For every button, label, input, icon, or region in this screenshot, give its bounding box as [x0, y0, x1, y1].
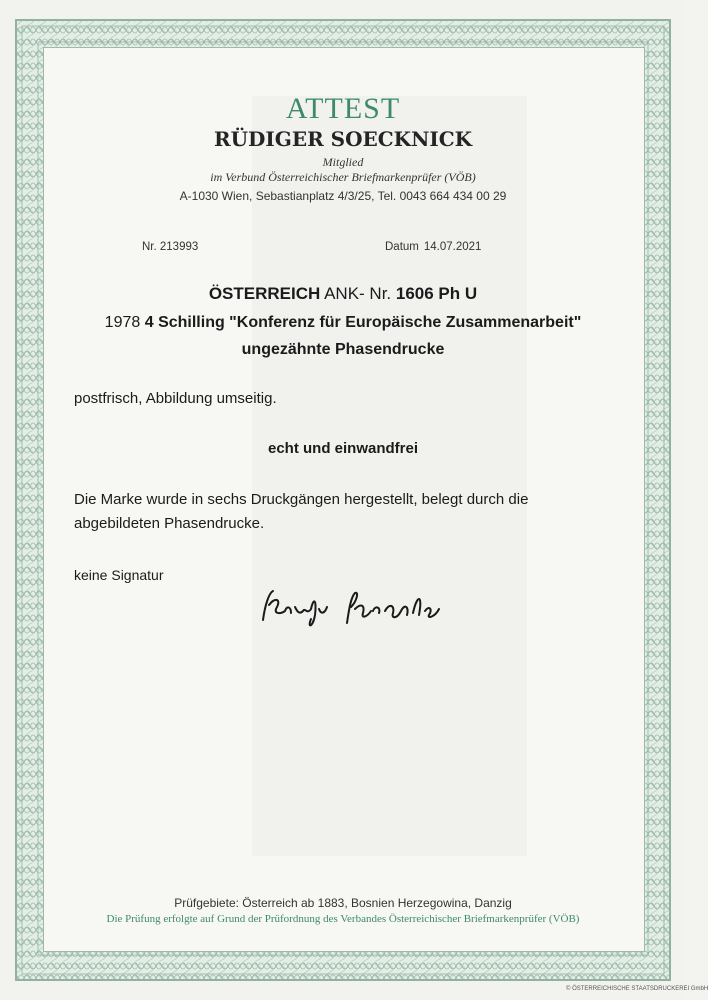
catalog-number: 1606 Ph U	[395, 284, 478, 303]
stamp-variant: ungezähnte Phasendrucke	[241, 341, 445, 358]
date-label: Datum	[385, 241, 419, 253]
certificate-title: ATTEST	[285, 92, 401, 125]
catalog-label: ANK- Nr.	[324, 284, 392, 303]
stamp-year: 1978	[104, 314, 141, 331]
examination-rules: Die Prüfung erfolgte auf Grund der Prüfordnung des Verbandes Österreichischer Briefmarkenprüfer (VÖB)	[106, 913, 580, 925]
examination-areas: Prüfgebiete: Österreich ab 1883, Bosnien Herzegowina, Danzig	[174, 896, 512, 910]
stamp-identification	[0, 284, 686, 304]
signature-note: keine Signatur	[74, 567, 164, 583]
watermark-emblem	[252, 96, 527, 856]
certificate-number: Nr. 213993	[142, 241, 199, 253]
date-value: 14.07.2021	[423, 241, 482, 253]
certificate-date	[385, 241, 481, 253]
stamp-description: 4 Schilling "Konferenz für Europäische Zusammenarbeit"	[144, 314, 582, 331]
stamp-description-line	[0, 314, 686, 332]
association-line: im Verbund Österreichischer Briefmarkenprüfer (VÖB)	[210, 170, 476, 184]
verdict: echt und einwandfrei	[267, 440, 418, 457]
printer-imprint: © ÖSTERREICHISCHE STAATSDRUCKEREI GmbH	[566, 986, 708, 992]
handwritten-signature	[255, 585, 465, 635]
stamp-condition: postfrisch, Abbildung umseitig.	[74, 390, 277, 407]
member-label: Mitglied	[322, 155, 364, 169]
examiner-name: RÜDIGER SOECKNICK	[213, 127, 473, 151]
stamp-country: ÖSTERREICH	[208, 284, 321, 303]
remark-text: Die Marke wurde in sechs Druckgängen hergestellt, belegt durch die abgebildeten Phasendrucke.	[74, 491, 529, 532]
examiner-address: A-1030 Wien, Sebastianplatz 4/3/25, Tel. 0043 664 434 00 29	[179, 189, 507, 203]
